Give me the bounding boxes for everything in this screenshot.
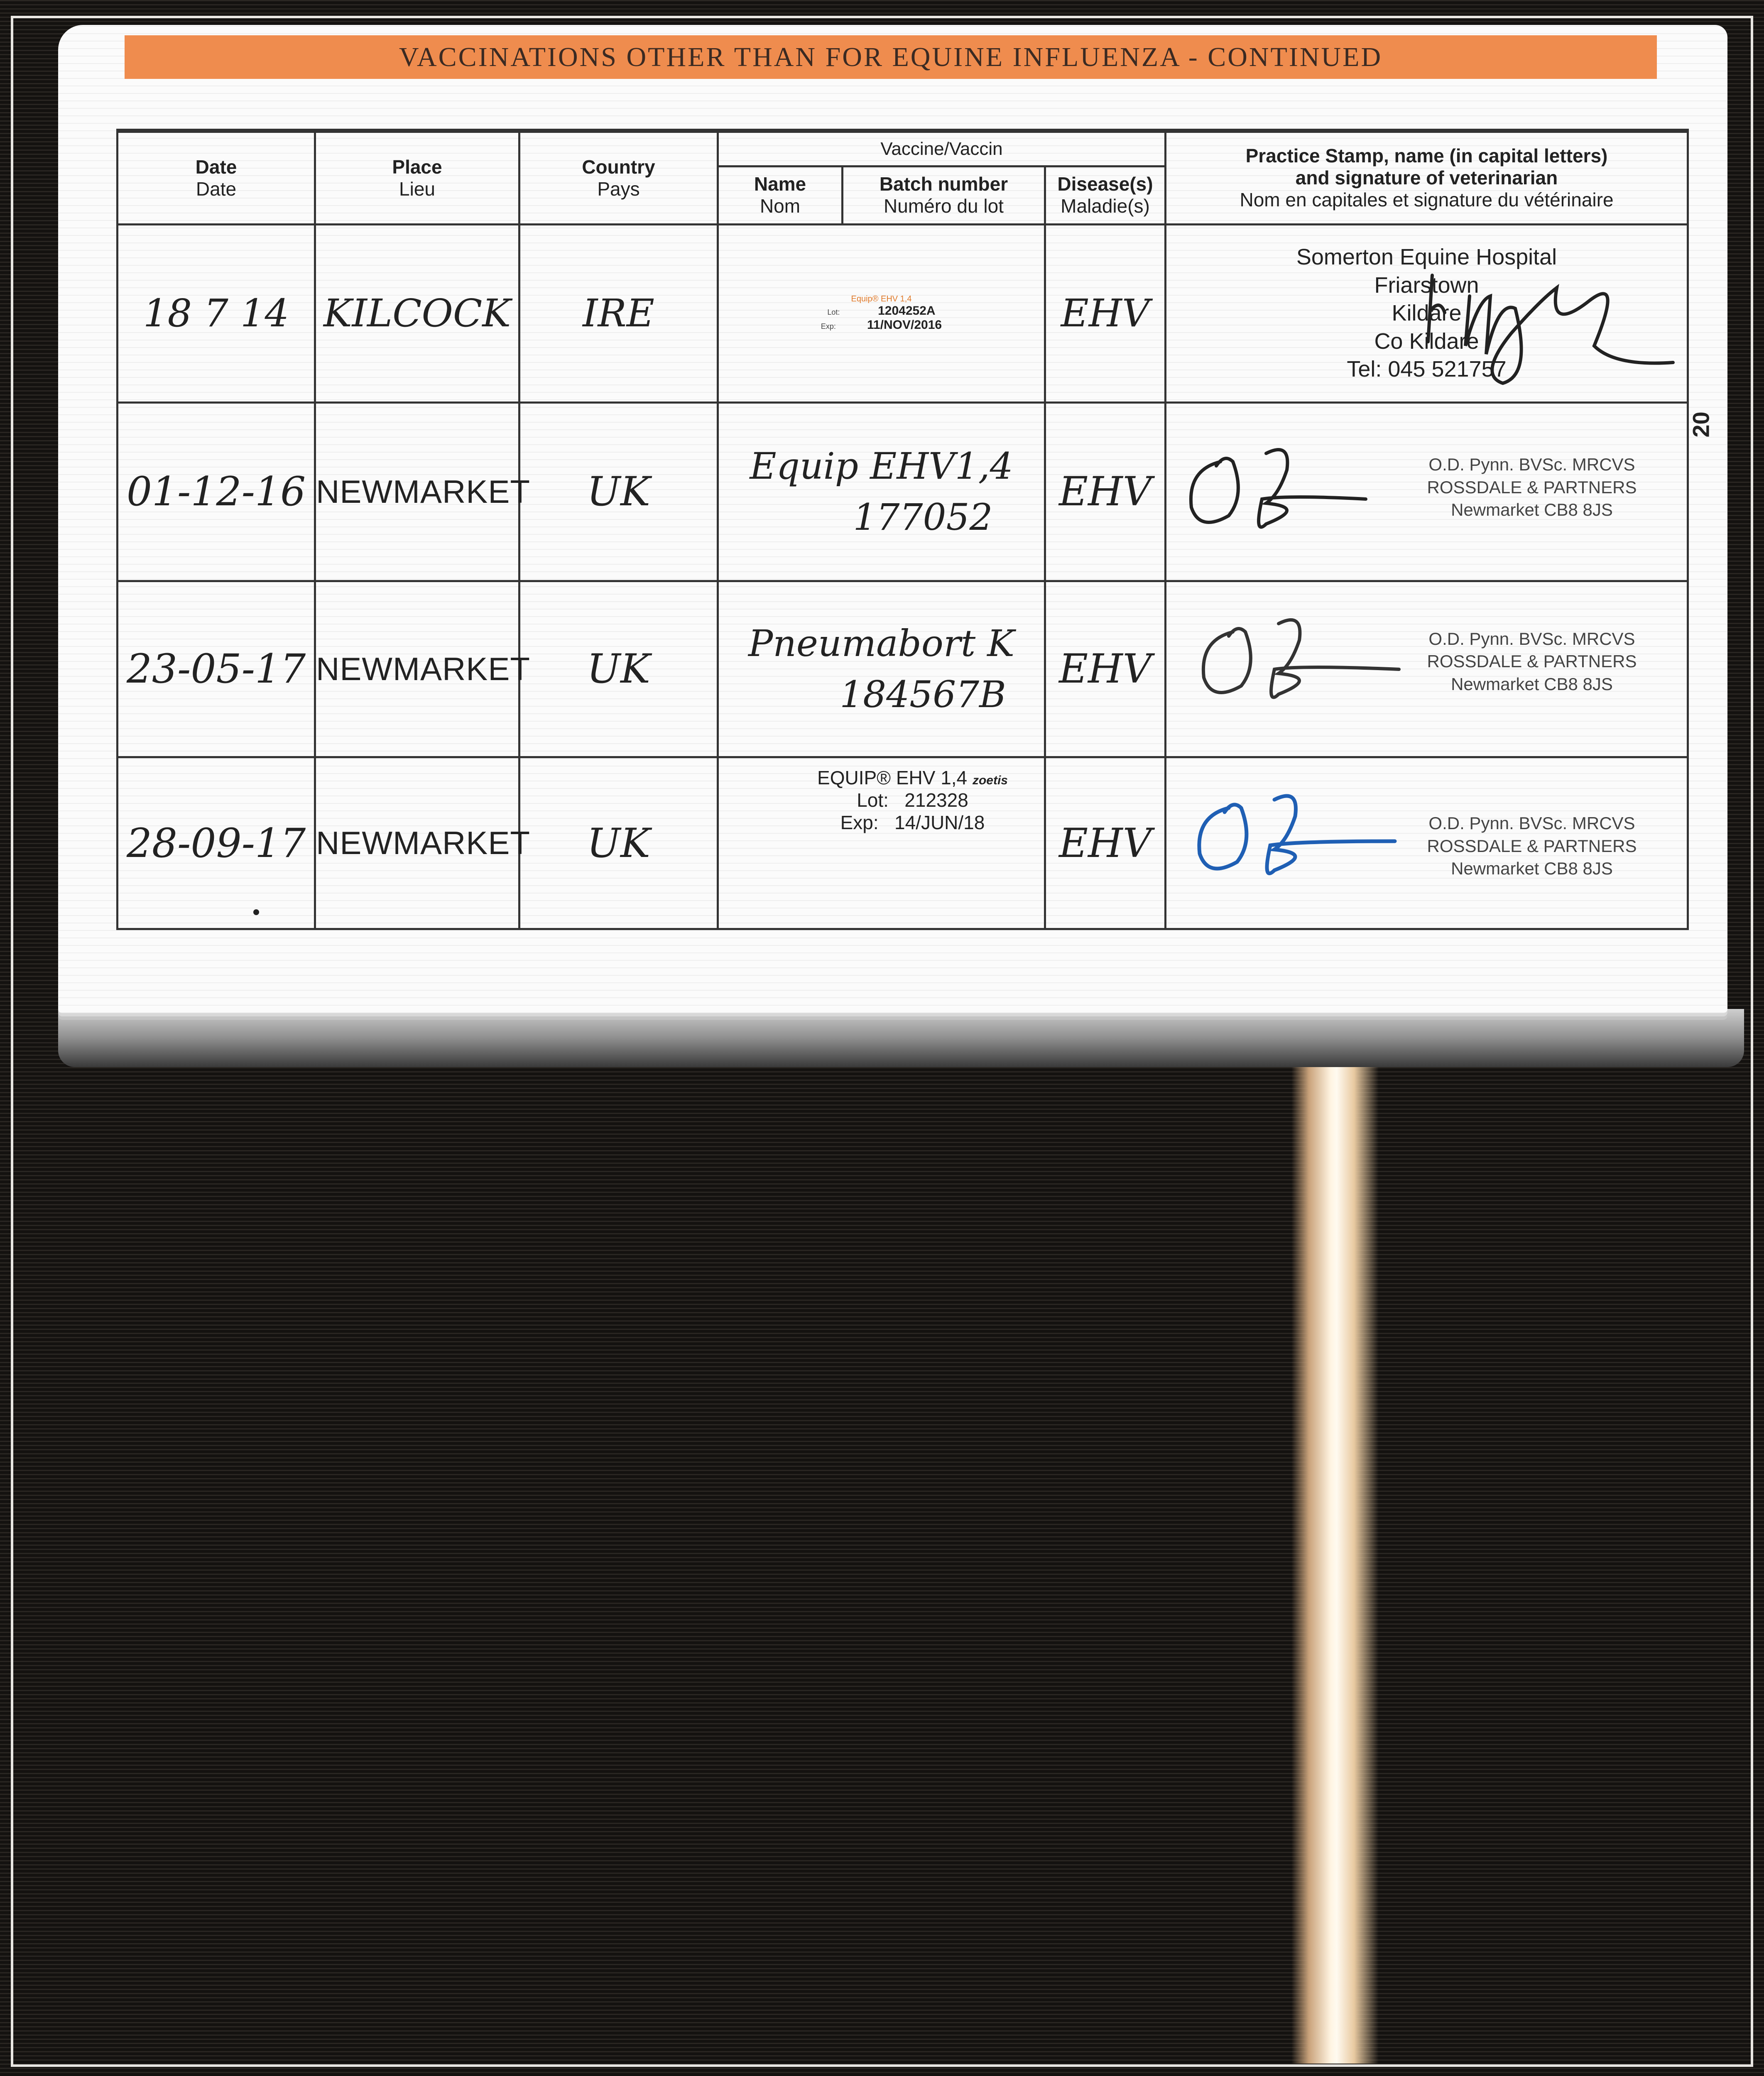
table-row — [118, 581, 1688, 757]
stamp-line: Co Kildare — [1374, 328, 1479, 354]
vaccine-label-lot: 212328 — [904, 789, 968, 811]
section-banner: VACCINATIONS OTHER THAN FOR EQUINE INFLUENZA - CONTINUED — [125, 35, 1657, 79]
disease-cell: EHV — [1045, 224, 1166, 403]
vaccination-table — [116, 129, 1689, 930]
stamp-line: Newmarket CB8 8JS — [1451, 674, 1613, 694]
vaccine-name-batch-cell — [718, 403, 1045, 581]
date-cell: 28-09-17 — [118, 757, 315, 929]
stamp-line: Somerton Equine Hospital — [1296, 245, 1557, 270]
stamp-line: Friarstown — [1374, 272, 1479, 298]
disease-cell: EHV — [1045, 757, 1166, 929]
place-cell: KILCOCK — [315, 224, 519, 403]
header-batch: Batch number Numéro du lot — [843, 166, 1045, 224]
stamp-line: Newmarket CB8 8JS — [1451, 859, 1613, 879]
place-cell: NEWMARKET — [315, 581, 519, 757]
stamp-cell — [1166, 403, 1688, 581]
veterinarian-signature — [1191, 607, 1407, 715]
country-cell: UK — [519, 581, 718, 757]
stamp-text — [1399, 453, 1665, 521]
veterinarian-signature — [1183, 437, 1374, 545]
place-cell: NEWMARKET — [315, 757, 519, 929]
veterinarian-signature — [1416, 250, 1681, 392]
header-disease: Disease(s) Maladie(s) — [1045, 166, 1166, 224]
date-cell: 18 7 14 — [118, 224, 315, 403]
vaccine-label-sticker: Equip® EHV 1,4 Lot: 1204252A Exp: 11/NOV/2016 — [718, 224, 1045, 403]
stamp-text — [1399, 628, 1665, 696]
stamp-line: Kildare — [1392, 301, 1462, 326]
stamp-cell — [1166, 581, 1688, 757]
vaccine-name: Pneumabort K — [748, 622, 1014, 665]
vaccine-label-exp: 11/NOV/2016 — [867, 318, 942, 332]
vaccine-label-brand: EQUIP® EHV 1,4 — [817, 767, 968, 789]
vaccine-label-maker: zoetis — [972, 774, 1008, 788]
date-cell: 01-12-16 — [118, 403, 315, 581]
header-place: Place Lieu — [315, 131, 519, 224]
light-streak — [1291, 1059, 1379, 2064]
table-row — [118, 757, 1688, 929]
batch-number: 184567B — [840, 673, 1006, 716]
stamp-line: O.D. Pynn. BVSc. MRCVS — [1428, 455, 1635, 475]
passport-page — [58, 25, 1727, 1013]
country-cell: UK — [519, 757, 718, 929]
page-number: 20 — [1688, 411, 1714, 438]
stamp-line: Newmarket CB8 8JS — [1451, 500, 1613, 520]
stamp-cell — [1166, 224, 1688, 403]
disease-cell: EHV — [1045, 581, 1166, 757]
header-country: Country Pays — [519, 131, 718, 224]
batch-number: 177052 — [853, 496, 993, 539]
stamp-line: ROSSDALE & PARTNERS — [1427, 477, 1637, 497]
stamp-line: O.D. Pynn. BVSc. MRCVS — [1428, 629, 1635, 649]
table-row — [118, 403, 1688, 581]
vaccine-label-exp: 14/JUN/18 — [894, 812, 985, 834]
vaccine-label-sticker: EQUIP® EHV 1,4 zoetis Lot: 212328 Exp: 14/JUN/18 — [718, 757, 1045, 929]
stamp-line: Tel: 045 521757 — [1347, 357, 1507, 382]
header-vaccine: Vaccine/Vaccin — [718, 131, 1166, 166]
vaccine-name: Equip EHV1,4 — [750, 445, 1013, 488]
country-cell: IRE — [519, 224, 718, 403]
table-row — [118, 224, 1688, 403]
stamp-line: ROSSDALE & PARTNERS — [1427, 836, 1637, 856]
header-stamp: Practice Stamp, name (in capital letters) and signature of veterinarian Nom en capitales et signature du vétérinaire — [1166, 131, 1688, 224]
vaccine-label-brand: Equip® EHV 1,4 — [851, 294, 912, 304]
place-cell: NEWMARKET — [315, 403, 519, 581]
ink-dot — [253, 909, 259, 915]
stamp-line: ROSSDALE & PARTNERS — [1427, 651, 1637, 671]
header-date: Date Date — [118, 131, 315, 224]
stamp-line: O.D. Pynn. BVSc. MRCVS — [1428, 813, 1635, 833]
disease-cell: EHV — [1045, 403, 1166, 581]
date-cell: 23-05-17 — [118, 581, 315, 757]
header-name: Name Nom — [718, 166, 843, 224]
vaccine-name-batch-cell — [718, 581, 1045, 757]
vaccine-label-lot: 1204252A — [878, 304, 936, 318]
veterinarian-signature — [1187, 783, 1403, 891]
passport-sleeve — [58, 1009, 1744, 1067]
stamp-cell — [1166, 757, 1688, 929]
stamp-text — [1399, 812, 1665, 880]
country-cell: UK — [519, 403, 718, 581]
